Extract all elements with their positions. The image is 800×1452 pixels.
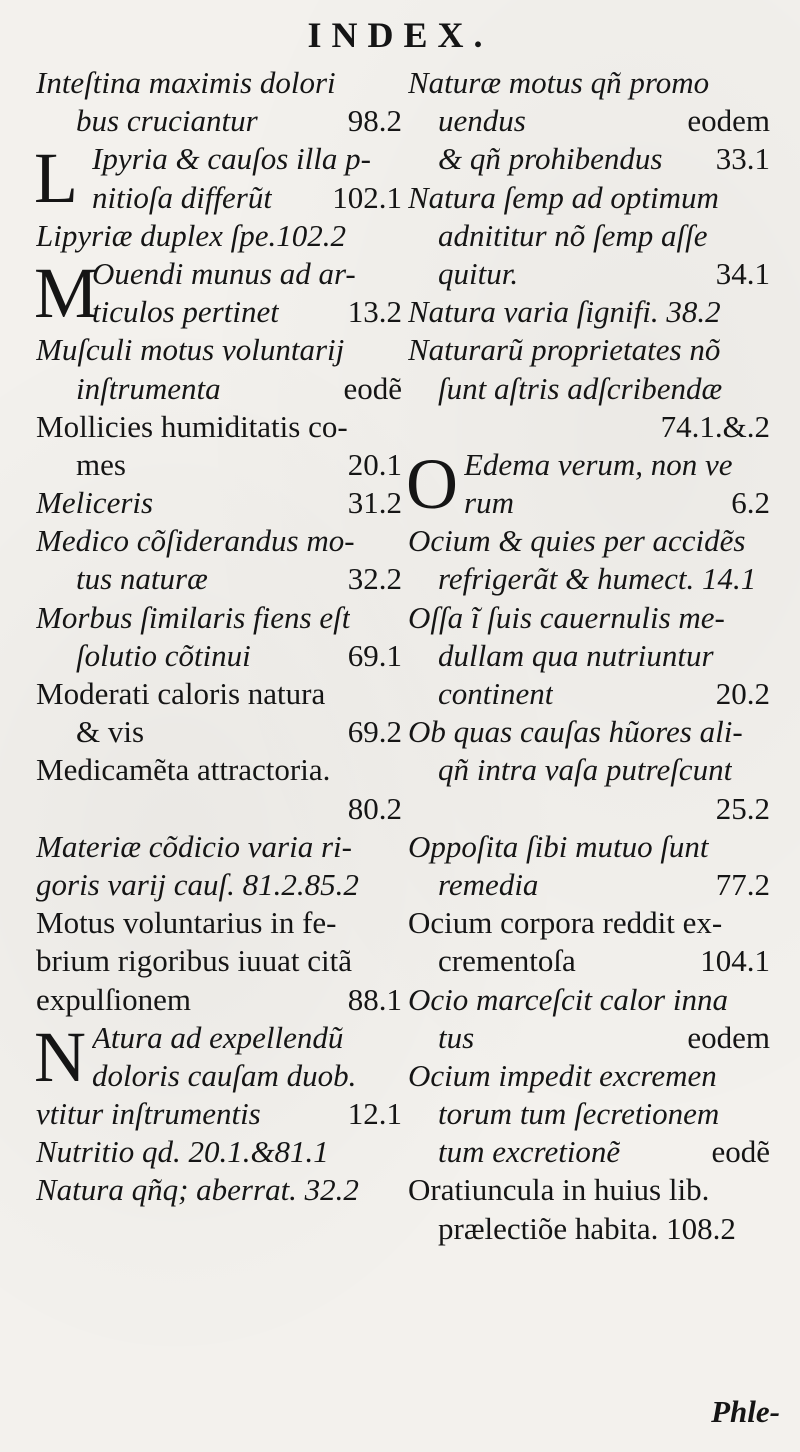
page-header: INDEX.: [307, 15, 493, 55]
entry-line: [408, 179, 770, 217]
index-column-right: [408, 64, 770, 1248]
entry-text: & vis: [76, 714, 145, 750]
entry-text: prælectiõe habita. 108.2: [438, 1210, 736, 1246]
entry-line: [408, 713, 770, 751]
entry-text: continent: [438, 676, 554, 711]
page-reference: 34.1: [715, 255, 770, 291]
entry-text: quitur.: [438, 255, 519, 291]
index-entry: [36, 484, 402, 522]
entry-line: [408, 751, 770, 789]
page-reference: 32.2: [347, 561, 402, 597]
entry-text: Ouendi munus ad ar-: [92, 255, 356, 291]
entry-line: [408, 217, 770, 255]
entry-text: ſolutio cõtinui: [76, 637, 251, 673]
page-reference: 25.2: [715, 790, 770, 826]
index-entry: [36, 751, 402, 827]
entry-text: tus: [438, 1019, 475, 1055]
drop-capital: N: [34, 1016, 86, 1097]
entry-text: torum tum ſecretionem: [438, 1096, 720, 1132]
index-entry: [408, 1057, 770, 1172]
entry-text: Medico cõſiderandus mo-: [36, 523, 355, 559]
page-reference: 88.1: [347, 981, 402, 1017]
page-reference: 80.2: [347, 790, 402, 826]
page-reference: 77.2: [715, 866, 770, 902]
entry-line: [408, 1133, 770, 1171]
entry-line: [36, 370, 402, 408]
entry-line: [408, 1057, 770, 1095]
index-entry: [408, 522, 770, 598]
entry-text: Ocio marceſcit calor inna: [408, 981, 728, 1017]
entry-line: [408, 293, 770, 331]
entry-line: [408, 140, 770, 178]
index-entry: [408, 828, 770, 904]
entry-line: [408, 1019, 770, 1057]
entry-text: Nutritio qd. 20.1.&81.1: [36, 1134, 329, 1170]
entry-text: Medicamẽta attractoria.: [36, 752, 331, 788]
entry-line: [36, 1095, 402, 1133]
entry-text: Muſculi motus voluntarij: [36, 332, 345, 368]
entry-text: Meliceris: [36, 485, 154, 521]
page-reference: 20.1: [347, 446, 402, 482]
index-entry: [408, 179, 770, 294]
index-entry: [34, 138, 402, 219]
entry-text: Motus voluntarius in fe-: [36, 905, 337, 941]
entry-line: [36, 179, 402, 217]
entry-line: [408, 408, 770, 446]
entry-line: [36, 751, 402, 789]
entry-line: [36, 408, 402, 446]
entry-text: Lipyriæ duplex ſpe.102.2: [36, 217, 346, 253]
entry-line: [408, 484, 770, 522]
entry-text: ſunt aſtris adſcribendæ: [438, 370, 723, 406]
entry-line: [36, 484, 402, 522]
index-entry: [36, 1095, 402, 1133]
entry-text: Ocium impedit excremen: [408, 1057, 717, 1093]
entry-text: Oppoſita ſibi mutuo ſunt: [408, 828, 709, 864]
entry-line: [36, 1019, 402, 1057]
entry-text: bus cruciantur: [76, 103, 258, 139]
entry-line: [36, 64, 402, 102]
entry-line: [36, 1057, 402, 1095]
entry-line: [408, 981, 770, 1019]
entry-line: [408, 942, 770, 980]
entry-text: inſtrumenta: [76, 370, 221, 406]
page-reference: 69.2: [347, 714, 402, 750]
entry-text: Ocium corpora reddit ex-: [408, 905, 723, 941]
index-entry: [408, 599, 770, 714]
entry-line: [36, 1133, 402, 1171]
entry-text: doloris cauſam duob.: [92, 1057, 357, 1093]
entry-line: [408, 446, 770, 484]
entry-line: [408, 904, 770, 942]
entry-line: [408, 790, 770, 828]
index-entry: [34, 252, 402, 333]
entry-text: Natura varia ſignifi. 38.2: [408, 294, 721, 330]
entry-text: brium rigoribus iuuat citã: [36, 943, 352, 979]
entry-line: [408, 637, 770, 675]
entry-text: Ipyria & cauſos illa p-: [92, 141, 371, 177]
entry-text: Naturæ motus qñ promo: [408, 65, 710, 100]
entry-text: Mollicies humiditatis co-: [36, 408, 348, 444]
entry-line: [36, 599, 402, 637]
entry-line: [408, 599, 770, 637]
entry-line: [36, 522, 402, 560]
page-reference: 33.1: [715, 141, 770, 177]
index-entry: [36, 408, 402, 484]
entry-text: Oratiuncula in huius lib.: [408, 1172, 710, 1208]
index-entry: [406, 443, 770, 524]
entry-text: Ob quas cauſas hũores ali-: [408, 714, 743, 750]
entry-line: [408, 675, 770, 713]
entry-line: [36, 331, 402, 369]
page-reference: 102.1: [332, 179, 402, 215]
index-entry: [36, 1171, 402, 1209]
entry-line: [408, 102, 770, 140]
entry-text: Natura qñq; aberrat. 32.2: [36, 1172, 359, 1208]
index-entry: [408, 1171, 770, 1247]
entry-line: [408, 1095, 770, 1133]
entry-text: qñ intra vaſa putreſcunt: [438, 752, 733, 788]
entry-line: [408, 1210, 770, 1248]
page-reference: eodem: [687, 1019, 770, 1055]
entry-line: [36, 1171, 402, 1209]
entry-line: [408, 255, 770, 293]
index-entry: [36, 1133, 402, 1171]
entry-line: [36, 675, 402, 713]
drop-capital: O: [406, 443, 458, 524]
entry-text: rum: [464, 485, 514, 521]
entry-line: [36, 560, 402, 598]
entry-text: Edema verum, non ve: [464, 446, 733, 482]
entry-line: [408, 64, 770, 102]
entry-text: ticulos pertinet: [92, 294, 279, 330]
page-reference: 6.2: [731, 485, 770, 521]
index-entry: [408, 331, 770, 446]
entry-line: [36, 713, 402, 751]
entry-text: vtitur inſtrumentis: [36, 1096, 261, 1132]
entry-line: [36, 637, 402, 675]
entry-line: [36, 942, 402, 980]
index-entry: [408, 904, 770, 980]
drop-capital: M: [34, 252, 99, 333]
entry-text: Ocium & quies per accidẽs: [408, 523, 746, 559]
entry-line: [408, 866, 770, 904]
entry-text: dullam qua nutriuntur: [438, 637, 714, 673]
index-entry: [36, 331, 402, 407]
index-entry: [36, 904, 402, 1019]
page-reference: eodem: [687, 103, 770, 139]
entry-text: goris varij cauſ. 81.2.85.2: [36, 866, 359, 902]
index-entry: [408, 713, 770, 828]
entry-line: [408, 522, 770, 560]
entry-line: [36, 217, 402, 255]
entry-line: [36, 904, 402, 942]
entry-text: adnititur nõ ſemp aſſe: [438, 217, 708, 253]
index-entry: [36, 599, 402, 675]
entry-line: [36, 140, 402, 178]
entry-line: [408, 1171, 770, 1209]
entry-text: Inteſtina maximis dolori: [36, 65, 336, 100]
index-entry: [36, 64, 402, 140]
entry-text: Natura ſemp ad optimum: [408, 179, 719, 215]
entry-text: mes: [76, 446, 126, 482]
page-reference: 13.2: [347, 294, 402, 330]
page-reference: 12.1: [347, 1096, 402, 1132]
index-column-left: [36, 64, 402, 1210]
catchword: Phle-: [711, 1394, 780, 1429]
entry-text: Naturarũ proprietates nõ: [408, 332, 721, 368]
index-entry: [408, 293, 770, 331]
page-reference: eodẽ: [711, 1134, 770, 1170]
page-reference: 31.2: [347, 485, 402, 521]
entry-text: & qñ prohibendus: [438, 141, 663, 177]
entry-text: Oſſa ĩ ſuis cauernulis me-: [408, 599, 725, 635]
page-reference: 104.1: [700, 943, 770, 979]
entry-text: Materiæ cõdicio varia ri-: [36, 828, 352, 864]
entry-text: Atura ad expellendũ: [92, 1019, 344, 1055]
index-entry: [36, 522, 402, 598]
drop-capital: L: [34, 138, 78, 219]
index-entry: [36, 675, 402, 751]
index-entry: [34, 1016, 402, 1097]
index-entry: [408, 64, 770, 179]
entry-text: uendus: [438, 103, 526, 139]
entry-line: [36, 828, 402, 866]
entry-line: [408, 331, 770, 369]
entry-line: [36, 981, 402, 1019]
page-reference: 69.1: [347, 637, 402, 673]
entry-text: crementoſa: [438, 943, 576, 979]
entry-line: [408, 370, 770, 408]
entry-text: Moderati caloris natura: [36, 676, 326, 711]
entry-line: [36, 866, 402, 904]
entry-line: [36, 102, 402, 140]
entry-text: nitioſa differũt: [92, 179, 272, 215]
entry-text: expulſionem: [36, 981, 191, 1017]
index-entry: [408, 981, 770, 1057]
entry-line: [408, 828, 770, 866]
entry-text: Morbus ſimilaris fiens eſt: [36, 599, 351, 635]
entry-text: tum excretionẽ: [438, 1134, 621, 1170]
page-reference: 98.2: [347, 103, 402, 139]
page-reference: 74.1.&.2: [660, 408, 770, 444]
index-entry: [36, 217, 402, 255]
entry-line: [408, 560, 770, 598]
page-reference: eodẽ: [343, 370, 402, 406]
entry-line: [36, 790, 402, 828]
entry-line: [36, 446, 402, 484]
entry-text: remedia: [438, 866, 539, 902]
entry-text: refrigerãt & humect. 14.1: [438, 561, 757, 597]
page-reference: 20.2: [715, 676, 770, 711]
index-entry: [36, 828, 402, 904]
entry-text: tus naturæ: [76, 561, 208, 597]
